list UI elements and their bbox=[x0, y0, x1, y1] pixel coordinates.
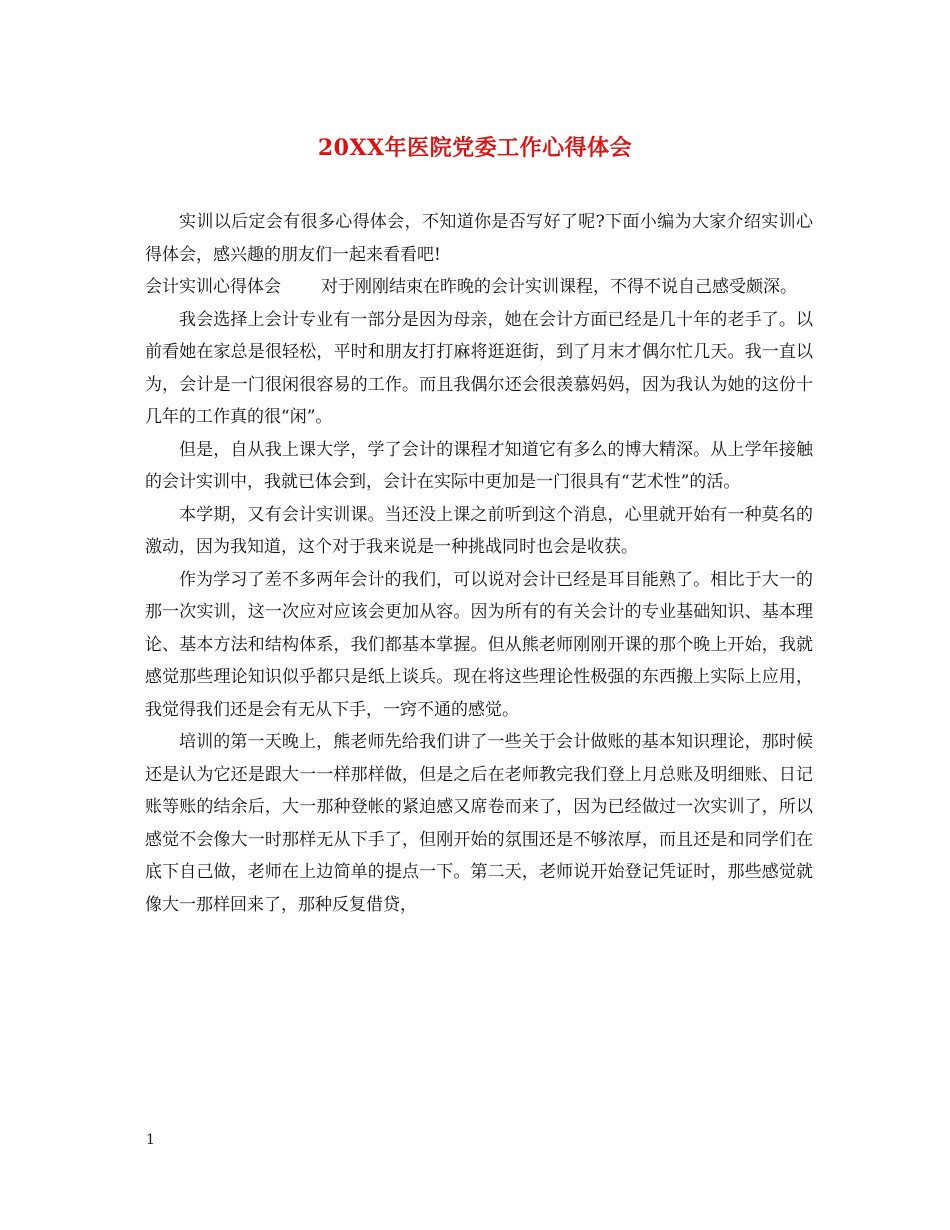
page-number: 1 bbox=[146, 1132, 155, 1148]
section-lead: 对于刚刚结束在昨晚的会计实训课程，不得不说自己感受颇深。 bbox=[321, 277, 797, 297]
section-paragraph bbox=[145, 271, 813, 304]
section-heading: 会计实训心得体会 bbox=[145, 277, 281, 297]
body-paragraph: 本学期，又有会计实训课。当还没上课之前听到这个消息，心里就开始有一种莫名的激动，因为我知道，这个对于我来说是一种挑战同时也会是收获。 bbox=[145, 504, 813, 557]
body-paragraph: 但是，自从我上课大学，学了会计的课程才知道它有多么的博大精深。从上学年接触的会计实训中，我就已体会到，会计在实际中更加是一门很具有“艺术性”的活。 bbox=[145, 439, 813, 492]
document-title: 20XX年医院党委工作心得体会 bbox=[317, 135, 633, 161]
body-paragraph: 作为学习了差不多两年会计的我们，可以说对会计已经是耳目能熟了。相比于大一的那一次实训，这一次应对应该会更加从容。因为所有的有关会计的专业基础知识、基本理论、基本方法和结构体系，我们都基本掌握。但从熊老师刚刚开课的那个晚上开始，我就感觉那些理论知识似乎都只是纸上谈兵。现在将这些理论性极强的东西搬上实际上应用，我觉得我们还是会有无从下手，一窍不通的感觉。 bbox=[145, 569, 813, 720]
intro-paragraph: 实训以后定会有很多心得体会，不知道你是否写好了呢?下面小编为大家介绍实训心得体会，感兴趣的朋友们一起来看看吧! bbox=[145, 212, 813, 265]
document-body bbox=[145, 206, 813, 921]
body-paragraph: 我会选择上会计专业有一部分是因为母亲，她在会计方面已经是几十年的老手了。以前看她在家总是很轻松，平时和朋友打打麻将逛逛街，到了月末才偶尔忙几天。我一直以为，会计是一门很闲很容易的工作。而且我偶尔还会很羡慕妈妈，因为我认为她的这份十几年的工作真的很“闲”。 bbox=[145, 309, 813, 427]
body-paragraph: 培训的第一天晚上，熊老师先给我们讲了一些关于会计做账的基本知识理论，那时候还是认为它还是跟大一一样那样做，但是之后在老师教完我们登上月总账及明细账、日记账等账的结余后，大一那种登帐的紧迫感又席卷而来了，因为已经做过一次实训了，所以感觉不会像大一时那样无从下手了，但刚开始的氛围还是不够浓厚，而且还是和同学们在底下自己做，老师在上边简单的提点一下。第二天，老师说开始登记凭证时，那些感觉就像大一那样回来了，那种反复借贷， bbox=[145, 732, 813, 915]
